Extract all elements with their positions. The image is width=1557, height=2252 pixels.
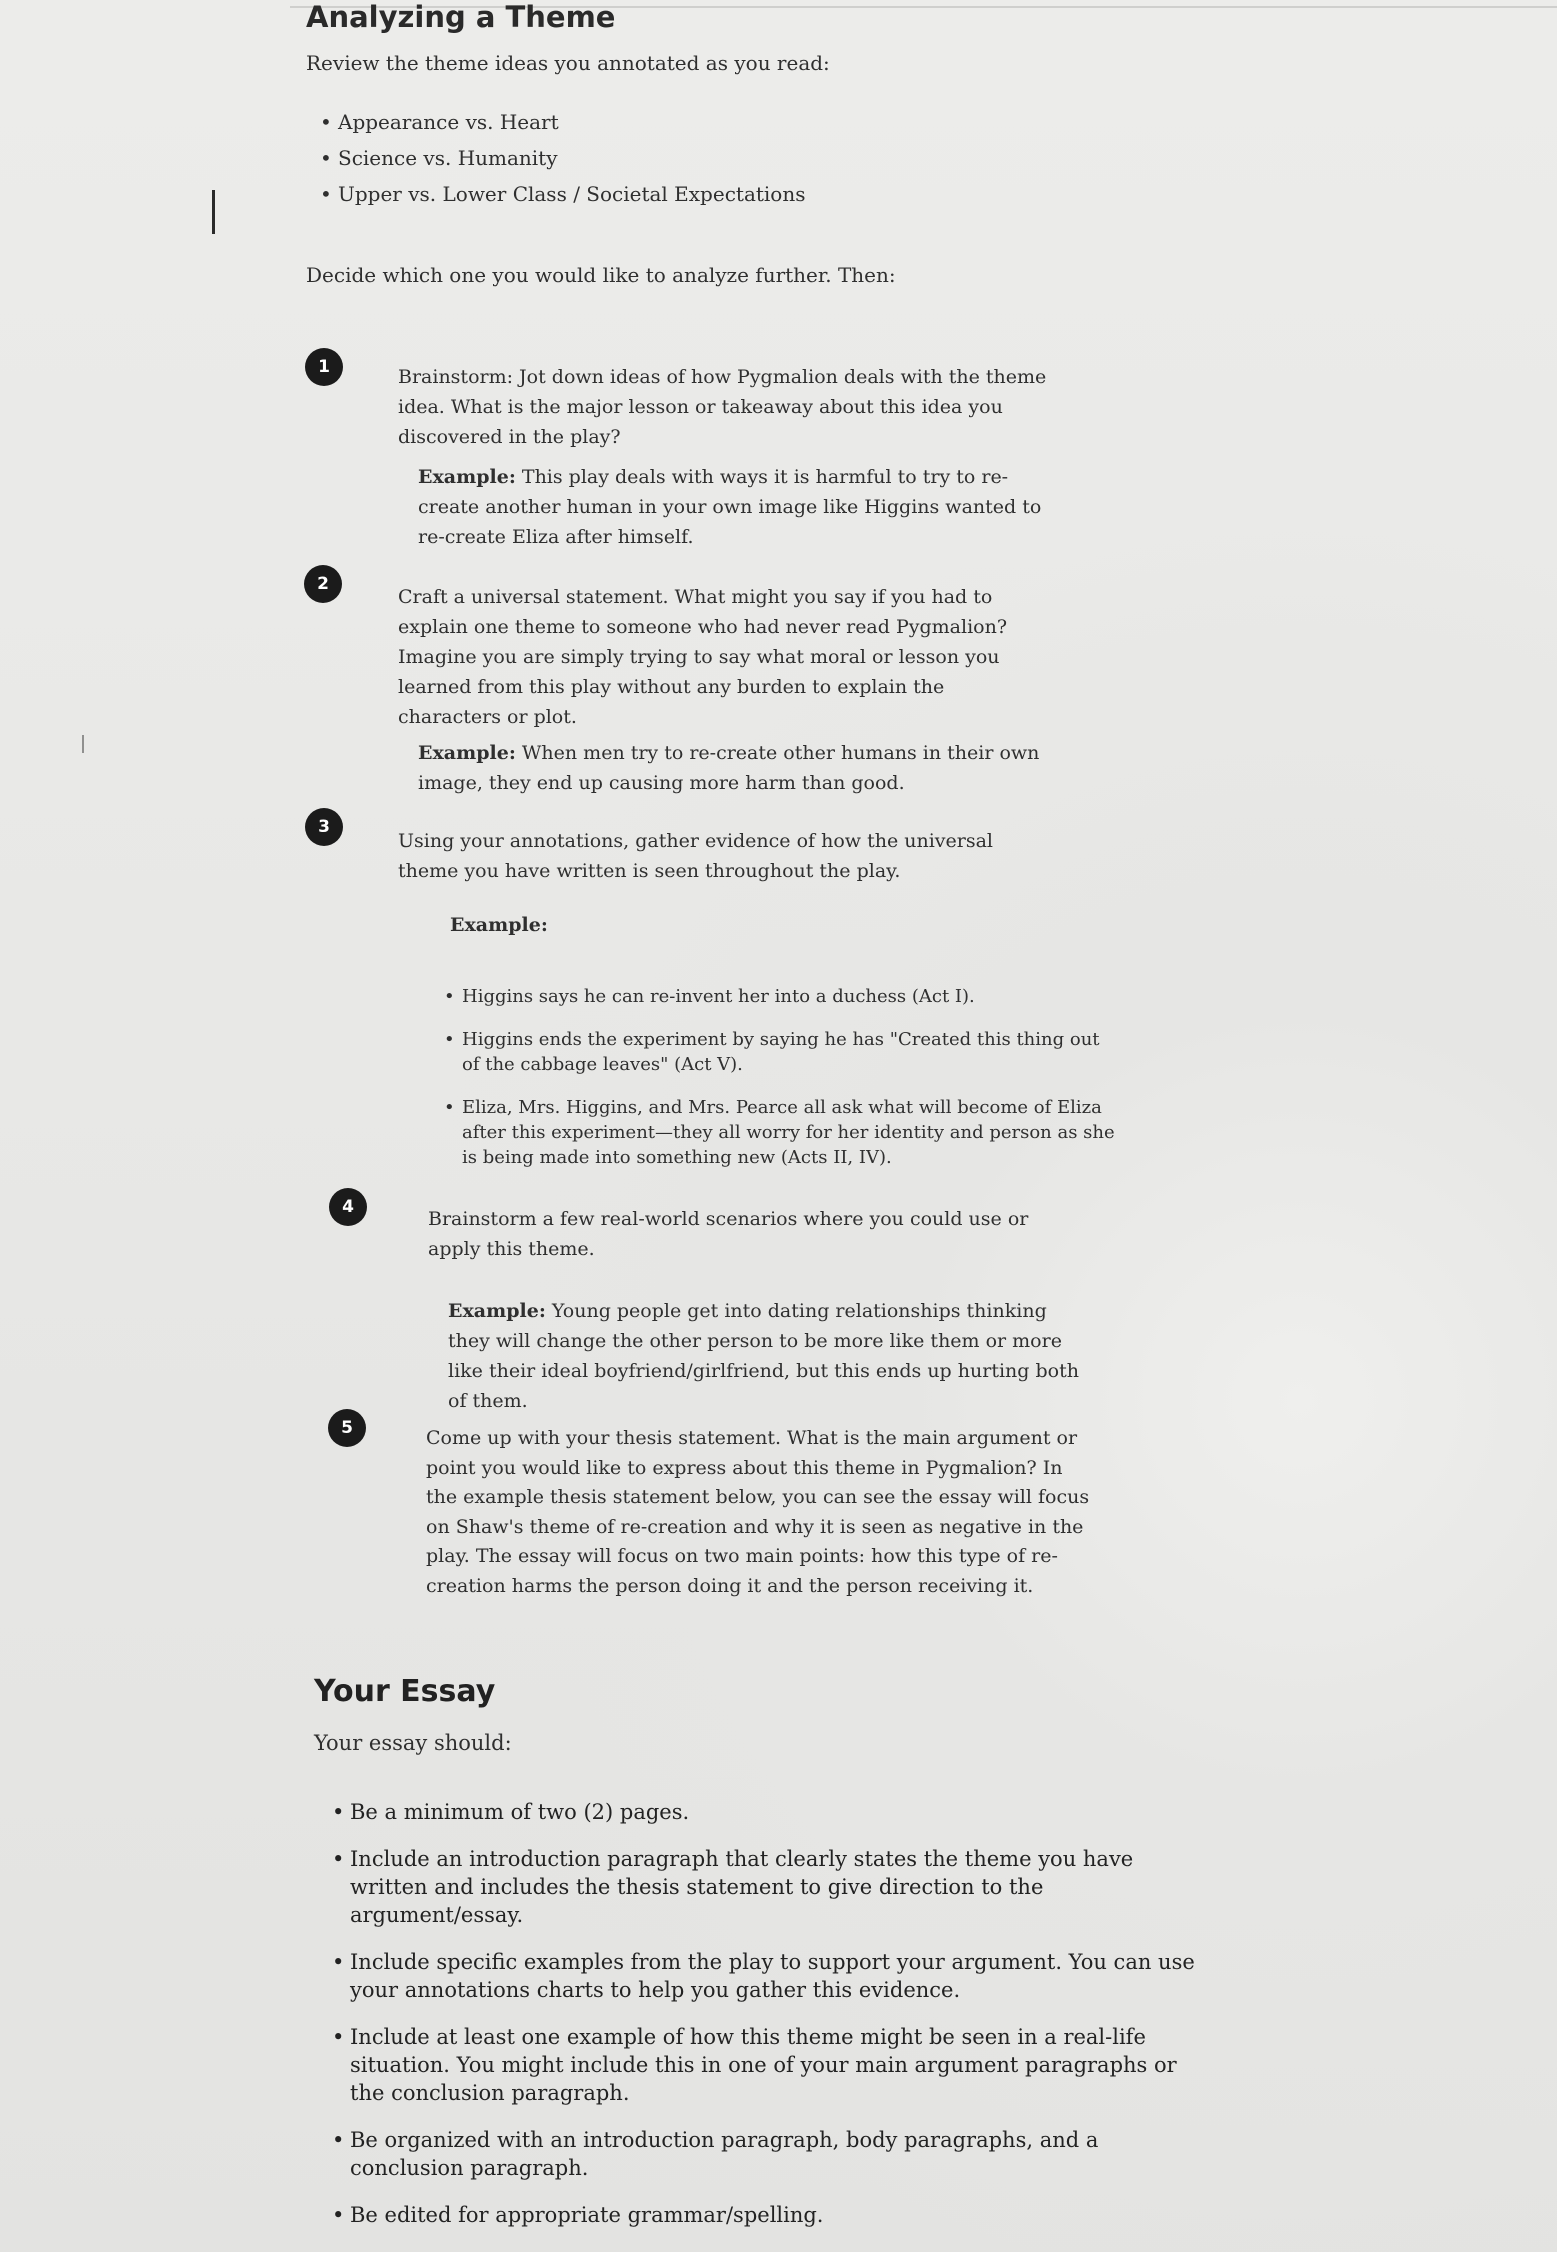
section-title-analyzing: Analyzing a Theme xyxy=(306,0,616,34)
margin-mark xyxy=(82,735,84,753)
theme-item: • Science vs. Humanity xyxy=(338,146,805,170)
example-text: This play deals with ways it is harmful to try to re-create another human in your own image like Higgins wanted to re-create Eliza after himself. xyxy=(418,466,1042,548)
text-cursor xyxy=(212,190,215,234)
step-number-badge: 5 xyxy=(328,1409,366,1447)
step-2-text: Craft a universal statement. What might you say if you had to explain one theme to someone who had never read Pygmalion? Imagine you are simply trying to say what moral or lesson you learned from this play without any burden to explain the characters or plot. xyxy=(398,586,1008,728)
step-4-example xyxy=(448,1296,1088,1416)
step-5-text: Come up with your thesis statement. What is the main argument or point you would like to express about this theme in Pygmalion? In the example thesis statement below, you can see the essay will focus on Shaw's theme of re-creation and why it is seen as negative in the play. The essay will focus on two main points: how this type of re-creation harms the person doing it and the person receiving it. xyxy=(426,1427,1090,1597)
evidence-item: • Higgins says he can re-invent her into a duchess (Act I). xyxy=(462,984,1122,1009)
evidence-item: • Higgins ends the experiment by saying he has "Created this thing out of the cabbage leaves" (Act V). xyxy=(462,1027,1122,1077)
section-intro: Review the theme ideas you annotated as you read: xyxy=(306,51,830,75)
step-number-badge: 1 xyxy=(305,348,343,386)
requirement-item: • Include an introduction paragraph that clearly states the theme you have written and includes the thesis statement to give direction to the argument/essay. xyxy=(350,1845,1200,1929)
example-label: Example: xyxy=(448,1300,546,1322)
example-text: Young people get into dating relationships thinking they will change the other person to be more like them or more like their ideal boyfriend/girlfriend, but this ends up hurting both of them. xyxy=(448,1300,1079,1412)
step-number-badge: 4 xyxy=(329,1188,367,1226)
requirement-item: • Include specific examples from the play to support your argument. You can use your annotations charts to help you gather this evidence. xyxy=(350,1948,1200,2004)
requirement-item: • Be organized with an introduction paragraph, body paragraphs, and a conclusion paragraph. xyxy=(350,2126,1200,2182)
step-number-badge: 2 xyxy=(304,565,342,603)
step-3-example-label xyxy=(450,910,548,940)
section-title-your-essay: Your Essay xyxy=(314,1674,496,1709)
evidence-list xyxy=(462,984,1122,1170)
step-4-text: Brainstorm a few real-world scenarios where you could use or apply this theme. xyxy=(428,1208,1029,1260)
theme-item: • Upper vs. Lower Class / Societal Expectations xyxy=(338,182,805,206)
requirement-item: • Be a minimum of two (2) pages. xyxy=(350,1798,1200,1826)
requirement-item: • Be edited for appropriate grammar/spelling. xyxy=(350,2201,1200,2229)
step-3-text: Using your annotations, gather evidence of how the universal theme you have written is seen throughout the play. xyxy=(398,830,993,882)
example-label: Example: xyxy=(418,742,516,764)
example-label: Example: xyxy=(418,466,516,488)
essay-requirements-list xyxy=(350,1798,1200,2248)
requirement-item: • Include at least one example of how this theme might be seen in a real-life situation. You might include this in one of your main argument paragraphs or the conclusion paragraph. xyxy=(350,2023,1200,2107)
decide-instruction: Decide which one you would like to analyze further. Then: xyxy=(306,263,896,287)
step-2-example xyxy=(418,738,1058,798)
step-number-badge: 3 xyxy=(305,808,343,846)
step-1-text: Brainstorm: Jot down ideas of how Pygmalion deals with the theme idea. What is the major lesson or takeaway about this idea you discovered in the play? xyxy=(398,366,1047,448)
example-label: Example: xyxy=(450,914,548,936)
example-text: When men try to re-create other humans in their own image, they end up causing more harm than good. xyxy=(418,742,1040,794)
theme-list xyxy=(338,110,805,206)
theme-item: • Appearance vs. Heart xyxy=(338,110,805,134)
essay-intro: Your essay should: xyxy=(314,1731,512,1755)
evidence-item: • Eliza, Mrs. Higgins, and Mrs. Pearce all ask what will become of Eliza after this experiment—they all worry for her identity and person as she is being made into something new (Acts II, IV). xyxy=(462,1095,1122,1170)
step-1-example xyxy=(418,462,1058,552)
